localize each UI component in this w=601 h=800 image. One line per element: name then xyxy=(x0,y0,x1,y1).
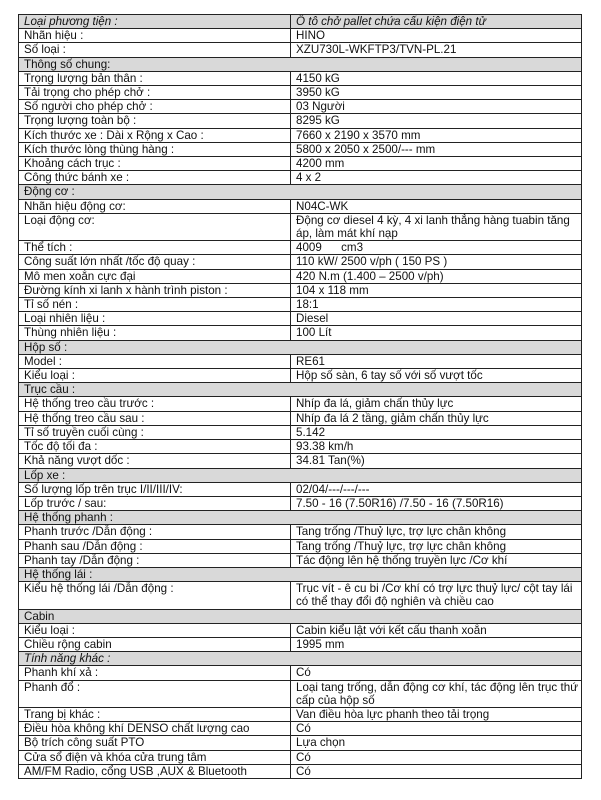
row-value: Động cơ diesel 4 kỳ, 4 xi lanh thẳng hàng tuabin tăng áp, làm mát khí nạp xyxy=(291,213,582,240)
section-title: Hệ thống phanh : xyxy=(19,511,582,525)
row-label: Bộ trích công suất PTO xyxy=(19,736,291,750)
row-value: 4 x 2 xyxy=(291,171,582,185)
row-label: Model : xyxy=(19,354,291,368)
table-row xyxy=(19,397,582,411)
row-value: Cabin kiểu lật với kết cấu thanh xoắn xyxy=(291,623,582,637)
row-value: Tang trống /Thuỷ lực, trợ lực chân không xyxy=(291,539,582,553)
spec-table xyxy=(18,14,582,779)
row-value: 1995 mm xyxy=(291,637,582,651)
row-label: Phanh trước /Dẫn động : xyxy=(19,525,291,539)
table-row xyxy=(19,86,582,100)
row-label: Điều hòa không khí DENSO chất lượng cao xyxy=(19,722,291,736)
row-label: Loại nhiên liệu : xyxy=(19,312,291,326)
row-value: 93.38 km/h xyxy=(291,440,582,454)
row-value: Nhíp đa lá 2 tầng, giảm chấn thủy lực xyxy=(291,411,582,425)
table-row xyxy=(19,496,582,510)
row-label: Cửa sổ điện và khóa cửa trung tâm xyxy=(19,750,291,764)
vehicle-type-label: Loại phương tiện : xyxy=(19,15,291,29)
table-row xyxy=(19,582,582,609)
row-value: 110 kW/ 2500 v/ph ( 150 PS ) xyxy=(291,255,582,269)
section-title: Thông số chung: xyxy=(19,57,582,71)
table-row xyxy=(19,623,582,637)
row-label: Đường kính xi lanh x hành trình piston : xyxy=(19,283,291,297)
row-label: Thùng nhiên liệu : xyxy=(19,326,291,340)
row-value: 104 x 118 mm xyxy=(291,283,582,297)
section-title: Hộp số : xyxy=(19,340,582,354)
row-label: Nhãn hiệu động cơ: xyxy=(19,199,291,213)
table-row xyxy=(19,411,582,425)
row-label: Số loại : xyxy=(19,43,291,57)
table-row xyxy=(19,213,582,240)
table-row xyxy=(19,312,582,326)
table-row xyxy=(19,539,582,553)
table-row xyxy=(19,666,582,680)
row-value: 4200 mm xyxy=(291,157,582,171)
row-value: 8295 kG xyxy=(291,114,582,128)
table-row xyxy=(19,29,582,43)
row-label: Trang bị khác : xyxy=(19,707,291,721)
table-row xyxy=(19,43,582,57)
row-label: Phanh sau /Dẫn động : xyxy=(19,539,291,553)
row-value: Van điều hòa lực phanh theo tải trọng xyxy=(291,707,582,721)
table-row xyxy=(19,71,582,85)
row-label: Loại động cơ: xyxy=(19,213,291,240)
row-label: Mô men xoắn cực đại xyxy=(19,269,291,283)
table-row xyxy=(19,114,582,128)
row-label: Trọng lượng bản thân : xyxy=(19,71,291,85)
table-row xyxy=(19,157,582,171)
row-label: Số người cho phép chở : xyxy=(19,100,291,114)
table-row xyxy=(19,100,582,114)
table-row xyxy=(19,241,582,255)
table-row xyxy=(19,750,582,764)
row-value: 18:1 xyxy=(291,298,582,312)
row-label: Phanh đổ : xyxy=(19,680,291,707)
table-row xyxy=(19,425,582,439)
row-label: Công suất lớn nhất /tốc độ quay : xyxy=(19,255,291,269)
row-label: Kích thước lòng thùng hàng : xyxy=(19,142,291,156)
table-row xyxy=(19,637,582,651)
table-row xyxy=(19,369,582,383)
row-label: Khoảng cách trục : xyxy=(19,157,291,171)
section-title: Lốp xe : xyxy=(19,468,582,482)
section-header-steering xyxy=(19,567,582,581)
section-title: Động cơ : xyxy=(19,185,582,199)
row-value: 4009 cm3 xyxy=(291,241,582,255)
table-row xyxy=(19,707,582,721)
table-row xyxy=(19,269,582,283)
table-row xyxy=(19,440,582,454)
row-label: Số lượng lốp trên trục I/II/III/IV: xyxy=(19,482,291,496)
row-label: Tải trọng cho phép chở : xyxy=(19,86,291,100)
section-header-axle xyxy=(19,383,582,397)
row-label: Trọng lượng toàn bộ : xyxy=(19,114,291,128)
table-row xyxy=(19,326,582,340)
row-value: Có xyxy=(291,666,582,680)
row-value: 5800 x 2050 x 2500/--- mm xyxy=(291,142,582,156)
row-label: Kiểu hệ thống lái /Dẫn động : xyxy=(19,582,291,609)
row-value: Có xyxy=(291,722,582,736)
table-row xyxy=(19,142,582,156)
table-row xyxy=(19,525,582,539)
row-value: 02/04/---/---/--- xyxy=(291,482,582,496)
row-label: Tỉ số nén : xyxy=(19,298,291,312)
row-value: Trục vít - ê cu bi /Cơ khí có trợ lực thuỷ lực/ cột tay lái có thể thay đổi độ nghiên và chiều cao xyxy=(291,582,582,609)
row-label: Hệ thống treo cầu sau : xyxy=(19,411,291,425)
row-value: 03 Người xyxy=(291,100,582,114)
row-value: N04C-WK xyxy=(291,199,582,213)
row-label: Khả năng vượt dốc : xyxy=(19,454,291,468)
table-row xyxy=(19,354,582,368)
vehicle-type-value: Ô tô chở pallet chứa cấu kiện điện tử xyxy=(291,15,582,29)
row-label: Hệ thống treo cầu trước : xyxy=(19,397,291,411)
row-value: Tang trống /Thuỷ lực, trợ lực chân không xyxy=(291,525,582,539)
spec-sheet xyxy=(18,14,581,779)
section-header-other-features xyxy=(19,652,582,666)
row-value: Tác động lên hệ thống truyền lực /Cơ khí xyxy=(291,553,582,567)
section-header-engine xyxy=(19,185,582,199)
vehicle-type-row xyxy=(19,15,582,29)
table-row xyxy=(19,680,582,707)
row-label: Phanh tay /Dẫn động : xyxy=(19,553,291,567)
section-header-general xyxy=(19,57,582,71)
row-value: 100 Lít xyxy=(291,326,582,340)
row-value: HINO xyxy=(291,29,582,43)
section-title: Trục cầu : xyxy=(19,383,582,397)
row-value: Có xyxy=(291,764,582,778)
table-row xyxy=(19,722,582,736)
row-value: Hộp số sàn, 6 tay số với số vượt tốc xyxy=(291,369,582,383)
row-value: Lựa chọn xyxy=(291,736,582,750)
row-label: Kiểu loại : xyxy=(19,369,291,383)
row-label: Công thức bánh xe : xyxy=(19,171,291,185)
row-value: 7660 x 2190 x 3570 mm xyxy=(291,128,582,142)
row-value: RE61 xyxy=(291,354,582,368)
row-value: 5.142 xyxy=(291,425,582,439)
row-value: 3950 kG xyxy=(291,86,582,100)
section-header-gearbox xyxy=(19,340,582,354)
row-label: Kích thước xe : Dài x Rộng x Cao : xyxy=(19,128,291,142)
table-row xyxy=(19,171,582,185)
row-value: 4150 kG xyxy=(291,71,582,85)
row-value: Diesel xyxy=(291,312,582,326)
section-header-tires xyxy=(19,468,582,482)
row-value: XZU730L-WKFTP3/TVN-PL.21 xyxy=(291,43,582,57)
row-value: 420 N.m (1.400 – 2500 v/ph) xyxy=(291,269,582,283)
table-row xyxy=(19,764,582,778)
row-label: Chiều rộng cabin xyxy=(19,637,291,651)
row-label: AM/FM Radio, cổng USB ,AUX & Bluetooth xyxy=(19,764,291,778)
row-value: Loại tang trống, dẫn động cơ khí, tác động lên trục thứ cấp của hộp số xyxy=(291,680,582,707)
row-label: Thể tích : xyxy=(19,241,291,255)
table-row xyxy=(19,255,582,269)
row-label: Nhãn hiệu : xyxy=(19,29,291,43)
row-label: Tỉ số truyền cuối cùng : xyxy=(19,425,291,439)
section-title: Hệ thống lái : xyxy=(19,567,582,581)
row-value: 7.50 - 16 (7.50R16) /7.50 - 16 (7.50R16) xyxy=(291,496,582,510)
table-row xyxy=(19,199,582,213)
table-row xyxy=(19,128,582,142)
row-label: Kiểu loại : xyxy=(19,623,291,637)
section-title: Cabin xyxy=(19,609,582,623)
section-header-brakes xyxy=(19,511,582,525)
table-row xyxy=(19,736,582,750)
row-value: Nhíp đa lá, giảm chấn thủy lực xyxy=(291,397,582,411)
table-row xyxy=(19,482,582,496)
row-label: Tốc độ tối đa : xyxy=(19,440,291,454)
row-label: Phanh khí xả : xyxy=(19,666,291,680)
table-row xyxy=(19,283,582,297)
table-row xyxy=(19,298,582,312)
section-title: Tính năng khác : xyxy=(19,652,582,666)
row-label: Lốp trước / sau: xyxy=(19,496,291,510)
table-row xyxy=(19,454,582,468)
section-header-cabin xyxy=(19,609,582,623)
table-row xyxy=(19,553,582,567)
row-value: Có xyxy=(291,750,582,764)
row-value: 34.81 Tan(%) xyxy=(291,454,582,468)
